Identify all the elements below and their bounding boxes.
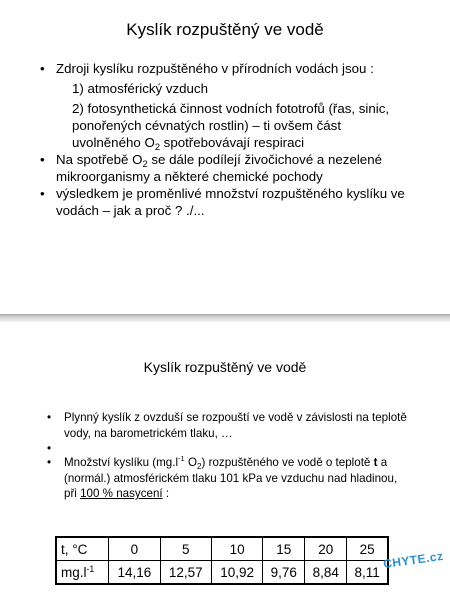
table-cell: 0 (109, 537, 160, 561)
slide-1-bullet-list (40, 60, 408, 219)
table-cell: 8,11 (347, 561, 388, 585)
table-row (56, 537, 388, 561)
list-item: • Plynný kyslík z ovzduší se rozpouští ve vodě v závislosti na teplotě vody, na barometrickém tlaku, … (47, 411, 407, 440)
table-cell: 12,57 (160, 561, 211, 585)
bullet-dot-icon: • (40, 186, 45, 201)
list-item: • Na spotřebě $O_2$ se dále podílejí živočichové a nezelené mikroorganismy a některé chemické pochody (40, 152, 382, 184)
table-cell: 8,84 (305, 561, 347, 585)
watermark-logo: CHYTE.cz (382, 548, 445, 572)
table-cell: 9,76 (263, 561, 305, 585)
list-item-empty (47, 441, 407, 455)
table-cell: 14,16 (109, 561, 160, 585)
table-cell: 25 (347, 537, 388, 561)
table-cell: 5 (160, 537, 211, 561)
slide-2 (0, 322, 450, 600)
table-cell: 10,92 (211, 561, 262, 585)
slide-1-title: Kyslík rozpuštěný ve vodě (126, 20, 324, 39)
slide-separator (0, 314, 450, 322)
bullet-dot-icon: • (40, 61, 45, 76)
sub-item-1: 1) atmosférický vzduch (72, 81, 208, 96)
bullet-dot-icon: • (47, 411, 52, 424)
table-header-cell: $mg.l^{-1}$ (56, 561, 109, 585)
table-cell: 15 (263, 537, 305, 561)
underlined-saturation: 100 % nasycení (80, 487, 163, 500)
table-row (56, 561, 388, 585)
list-item: • Množství kyslíku ($mg.l^{-1}$ $O_2$) rozpuštěného ve vodě o teplotě t a (normál.) atmosférickém tlaku 101 kPa ve vzduchu nad hladinou, při 100 % nasycení : (47, 454, 398, 500)
bullet-dot-icon: • (47, 442, 52, 455)
sub-item-2: 2) fotosynthetická činnost vodních fototrofů (řas, sinic, ponořených cévnatých rostlin) – ti ovšem část uvolněného $O_2$ spotřebovávají respiraci (72, 101, 390, 152)
bullet-dot-icon: • (47, 456, 52, 469)
oxygen-solubility-table (55, 536, 389, 585)
slide-2-title: Kyslík rozpuštěný ve vodě (143, 359, 307, 375)
list-item: • Zdroji kyslíku rozpuštěného v přírodních vodách jsou : 1) atmosférický vzduch 2) fotosynthetická činnost vodních fototrofů (řas, sinic, ponořených cévnatých rostlin) – ti ovšem část uvolněného $O_2$ spotřebovávají respiraci (40, 60, 408, 151)
table-header-cell: t, °C (56, 537, 109, 561)
bullet-dot-icon: • (40, 152, 45, 167)
table-cell: 20 (305, 537, 347, 561)
table-cell: 10 (211, 537, 262, 561)
slide-2-bullet-list (47, 410, 407, 502)
list-item: • výsledkem je proměnlivé množství rozpuštěného kyslíku ve vodách – jak a proč ? ./... (40, 186, 405, 218)
